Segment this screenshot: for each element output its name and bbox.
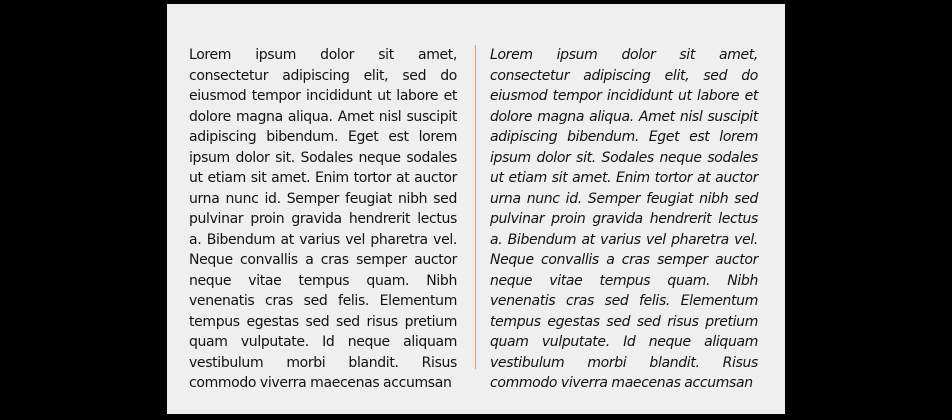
italic-text-column: Lorem ipsum dolor sit amet, consectetur adipiscing elit, sed do eiusmod tempor incididunt ut labore et dolore magna aliqua. Amet nisl suscipit adipiscing bibendum. Eget est lorem ipsum dolor sit. Sodales neque sodales ut etiam sit amet. Enim tortor at auctor urna nunc id. Semper feugiat nibh sed pulvinar proin gravida hendrerit lectus a. Bibendum at varius vel pharetra vel. Neque convallis a cras semper auctor neque vitae tempus quam. Nibh venenatis cras sed felis. Elementum tempus egestas sed sed risus pretium quam vulputate. Id neque aliquam vestibulum morbi blandit. Risus commodo viverra maecenas accumsan <box>490 47 758 391</box>
column-divider <box>475 45 476 369</box>
regular-text-column: Lorem ipsum dolor sit amet, consectetur adipiscing elit, sed do eiusmod tempor incididunt ut labore et dolore magna aliqua. Amet nisl suscipit adipiscing bibendum. Eget est lorem ipsum dolor sit. Sodales neque sodales ut etiam sit amet. Enim tortor at auctor urna nunc id. Semper feugiat nibh sed pulvinar proin gravida hendrerit lectus a. Bibendum at varius vel pharetra vel. Neque convallis a cras semper auctor neque vitae tempus quam. Nibh venenatis cras sed felis. Elementum tempus egestas sed sed risus pretium quam vulputate. Id neque aliquam vestibulum morbi blandit. Risus commodo viverra maecenas accumsan <box>189 47 457 391</box>
specimen-page <box>167 4 785 414</box>
